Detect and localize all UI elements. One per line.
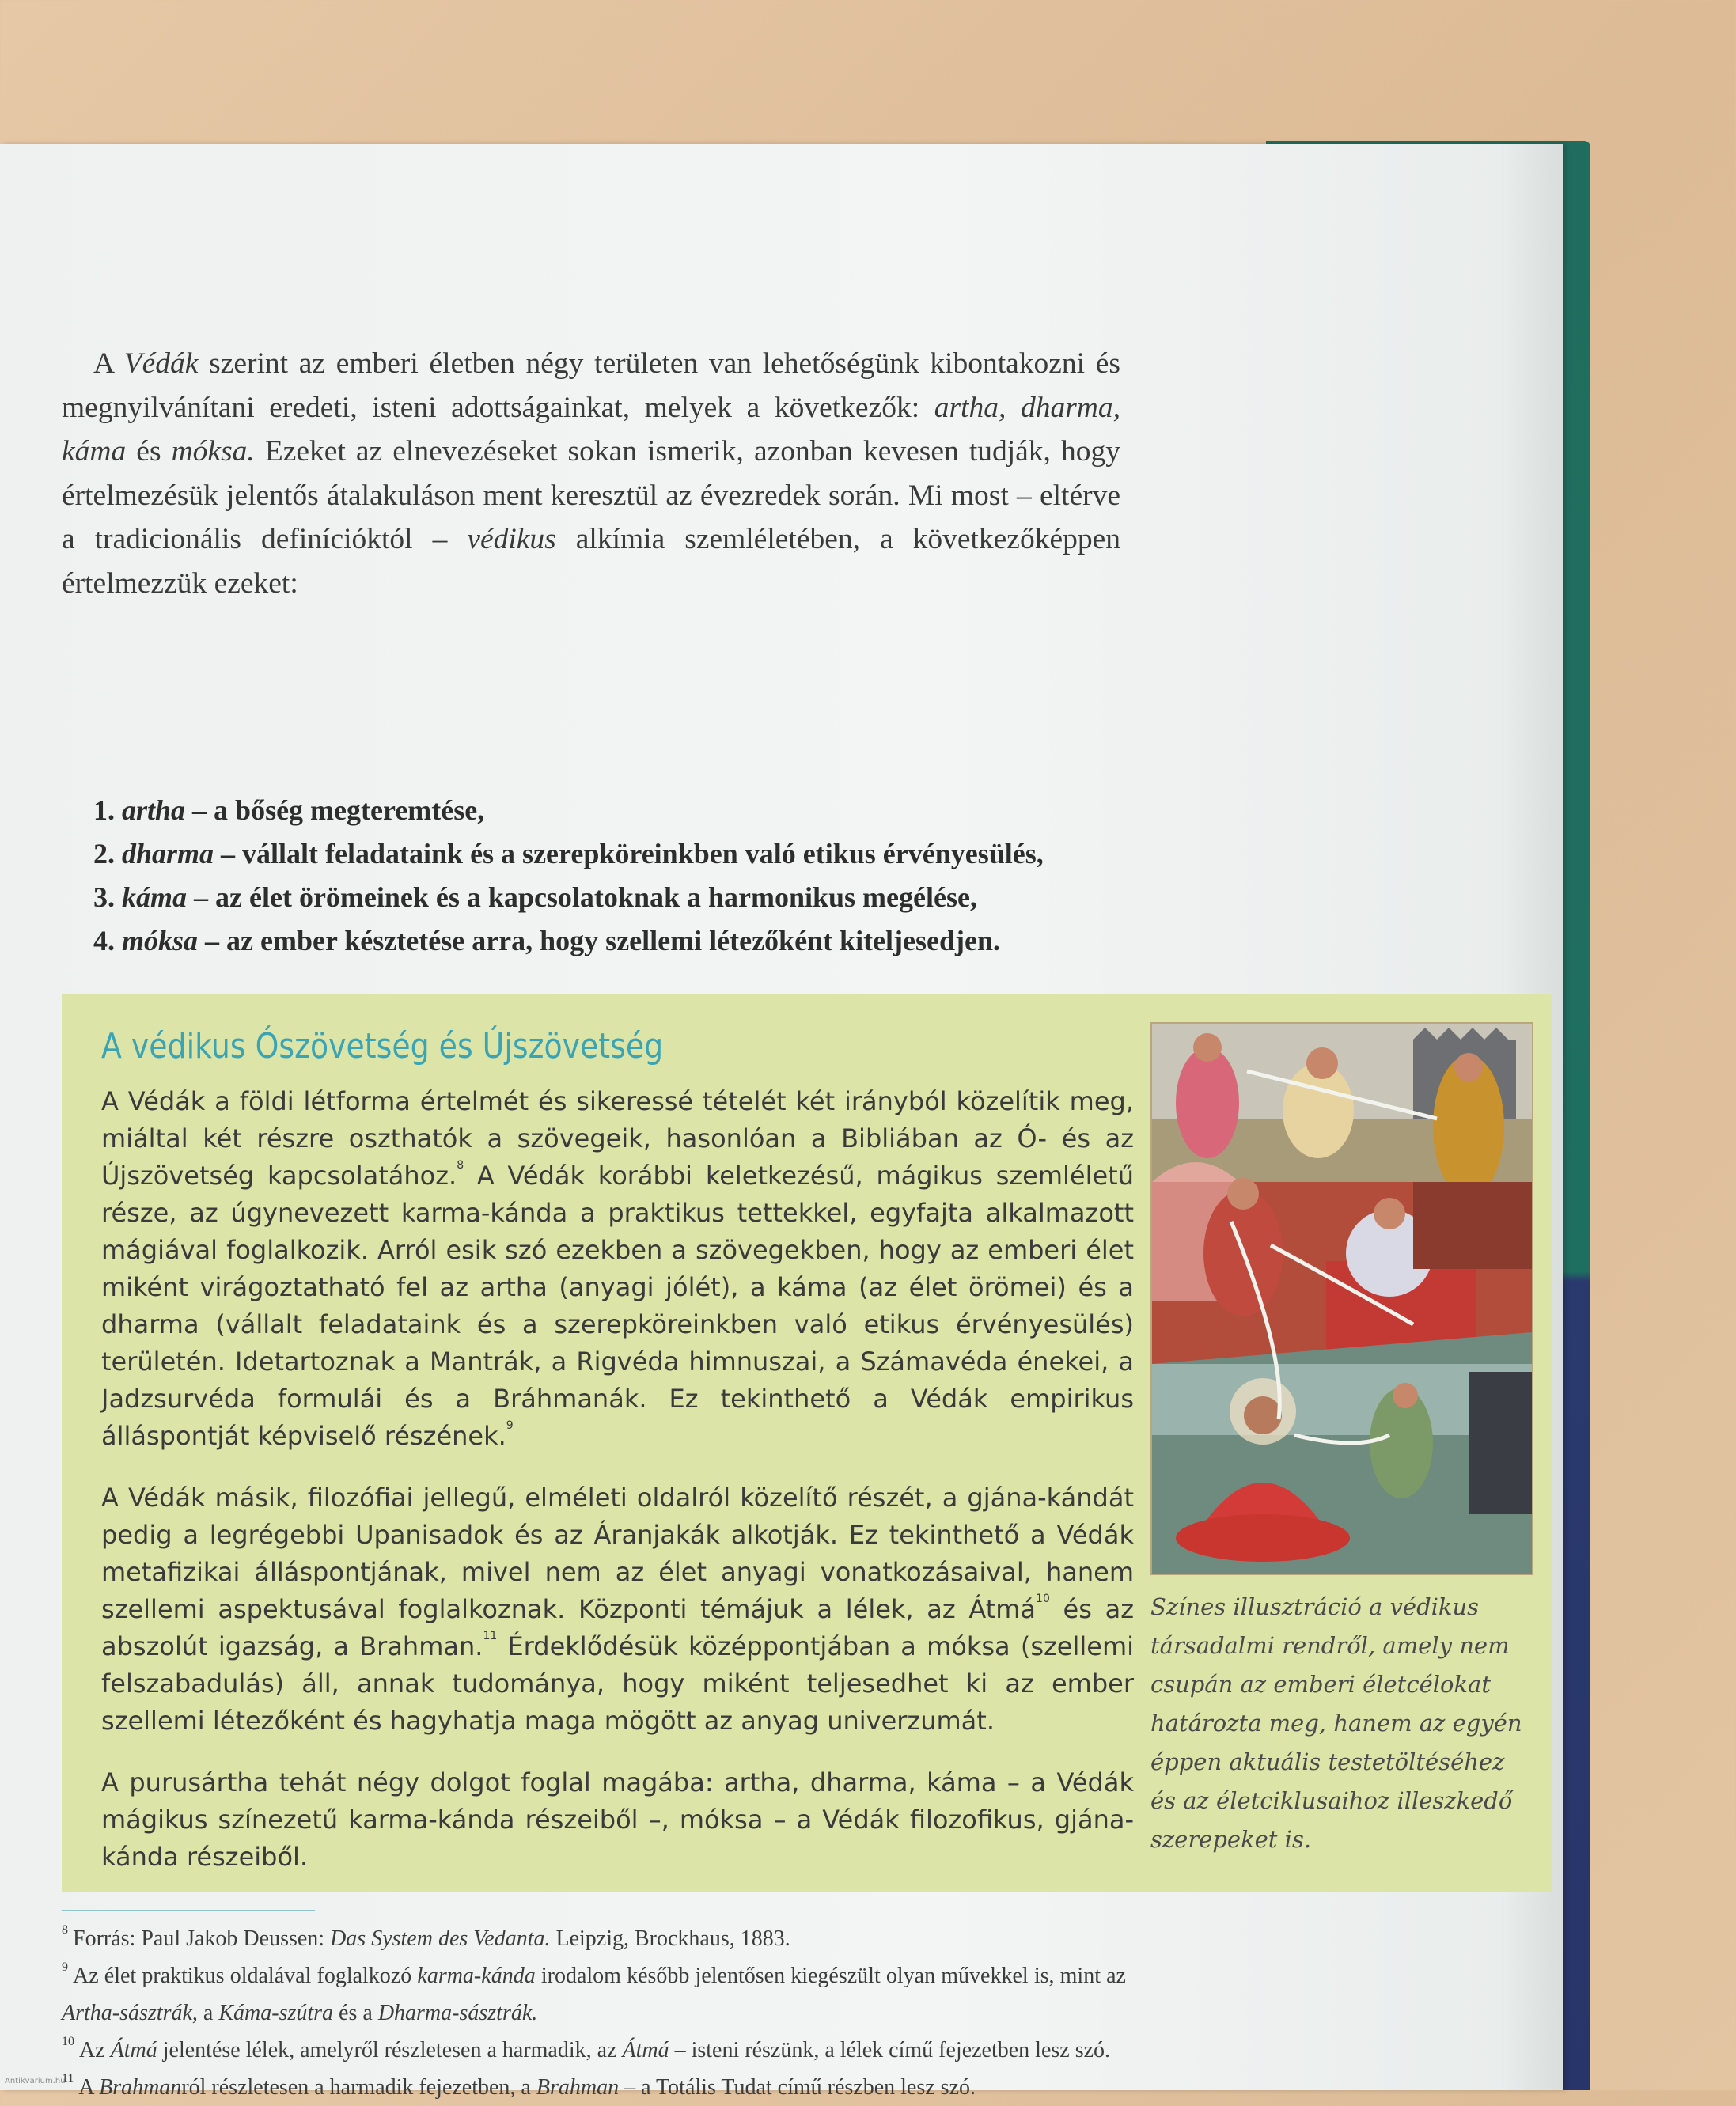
footnote-divider [62,1910,315,1911]
intro-text: Ezeket az elnevezéseket sokan ismerik, azonban kevesen tudják, hogy értelmezésük jelentős átalakuláson ment keresztül az évezredek során. Mi most – eltérve a tradicionális definícióktól – [62,435,1120,555]
box-paragraph: A purusártha tehát négy dolgot foglal magába: artha, dharma, káma – a Védák mágikus színezetű karma-kánda részeiből –, móksa – a Védák filozofikus, gjána-kánda részeiből. [101,1767,1134,1872]
footnote-11: $^{11}$ A Brahmanról részletesen a harmadik fejezetben, a Brahman – a Totális Tudat című részben lesz szó. [62,2072,976,2100]
purushartha-list [93,789,1138,963]
watermark: Antikvarium.hu [5,2077,66,2085]
intro-text: szerint az emberi életben négy területen van lehetőségünk kibontakozni és megnyilvánítani eredeti, isteni adottságainkat, melyek a következők: [62,347,1120,424]
intro-term-vedak: Védák [123,347,199,380]
footnotes [62,1920,1126,2106]
intro-text: A [93,347,114,380]
illustration-caption: Színes illusztráció a védikus társadalmi rendről, amely nem csupán az emberi életcélokat határozta meg, hanem az egyén éppen aktuális testetöltéséhez és az életciklusaihoz illeszkedő szerepeket is. [1150,1593,1522,1853]
list-item: 1. artha – a bőség megteremtése, [93,794,485,826]
footnote-ref: 9 [506,1419,514,1432]
sidebar-box [62,994,1552,1892]
footnote-ref: 8 [457,1159,464,1172]
box-title: A védikus Ószövetség és Újszövetség [101,1026,664,1066]
list-item: 4. móksa – az ember késztetése arra, hogy szellemi létezőként kiteljesedjen. [93,925,1001,956]
footnote-ref: 10 [1036,1593,1050,1605]
list-item: 2. dharma – vállalt feladataink és a szerepköreinkben való etikus érvényesülés, [93,838,1044,869]
footnote-10: $^{10}$ Az Átmá jelentése lélek, amelyről részletesen a harmadik, az Átmá – isteni részünk, a lélek című fejezetben lesz szó. [62,2035,1111,2062]
intro-paragraph [62,342,1120,605]
box-paragraph: A Védák a földi létforma értelmét és sikeressé tételét két irányból közelítik meg, miáltal két részre oszthatók a szövegeik, hasonlóan a Bibliában az Ó- és az Újszövetség kapcsolatához.$^8$ A Védák korábbi keletkezésű, mágikus szemléletű része, az úgynevezett karma-kánda a praktikus tettekkel, egyfajta alkalmazott mágiával foglalkozik. Arról esik szó ezekben a szövegekben, hogy az emberi élet miként virágoztatható fel az artha (anyagi jólét), a káma (az élet örömei) és a dharma (vállalt feladataink és a szerepköreinkben való etikus érvényesülés) területén. Idetartoznak a Mantrák, a Rigvéda himnuszai, a Számavéda énekei, a Jadzsurvéda formulái és a Bráhmanák. Ez tekinthető a Védák empirikus álláspontját képviselő részének.$^9$ [101,1086,1135,1451]
box-paragraph: A Védák másik, filozófiai jellegű, elméleti oldalról közelítő részét, a gjána-kándát pedig a legrégebbi Upanisadok és az Áranjakák alkotják. Ez tekinthető a Védák metafizikai álláspontjának, mivel nem az élet anyagi vonatkozásaival, hanem szellemi aspektusával foglalkoznak. Központi témájuk a lélek, az Átmá$^{10}$ és az abszolút igazság, a Brahman.$^{11}$ Érdeklődésük középpontjában a móksa (szellemi felszabadulás) áll, annak tudománya, hogy miként teljesedhet ki az ember szellemi létezőként és hagyhatja maga mögött az anyag univerzumát. [101,1483,1135,1736]
intro-terms: artha, dharma, káma [62,391,1120,468]
book-page [0,144,1563,2100]
footnote-9: $^9$ Az élet praktikus oldalával foglalkozó karma-kánda irodalom később jelentősen kiegészült olyan művekkel is, mint az Artha-sásztrák, a Káma-szútra és a Dharma-sásztrák. [62,1960,1126,2025]
intro-term-vedikus: védikus [467,523,556,555]
intro-term-moksa: móksa. [171,435,255,468]
vedic-illustration [1150,1022,1533,1575]
box-body [101,1083,1134,1900]
footnote-8: $^8$ Forrás: Paul Jakob Deussen: Das System des Vedanta. Leipzig, Brockhaus, 1883. [62,1923,790,1951]
intro-text: alkímia szemléletében, a következőképpen értelmezzük ezeket: [62,523,1120,600]
footnote-ref: 11 [483,1630,498,1642]
list-item: 3. káma – az élet örömeinek és a kapcsolatoknak a harmonikus megélése, [93,881,977,913]
intro-text: és [126,435,172,468]
